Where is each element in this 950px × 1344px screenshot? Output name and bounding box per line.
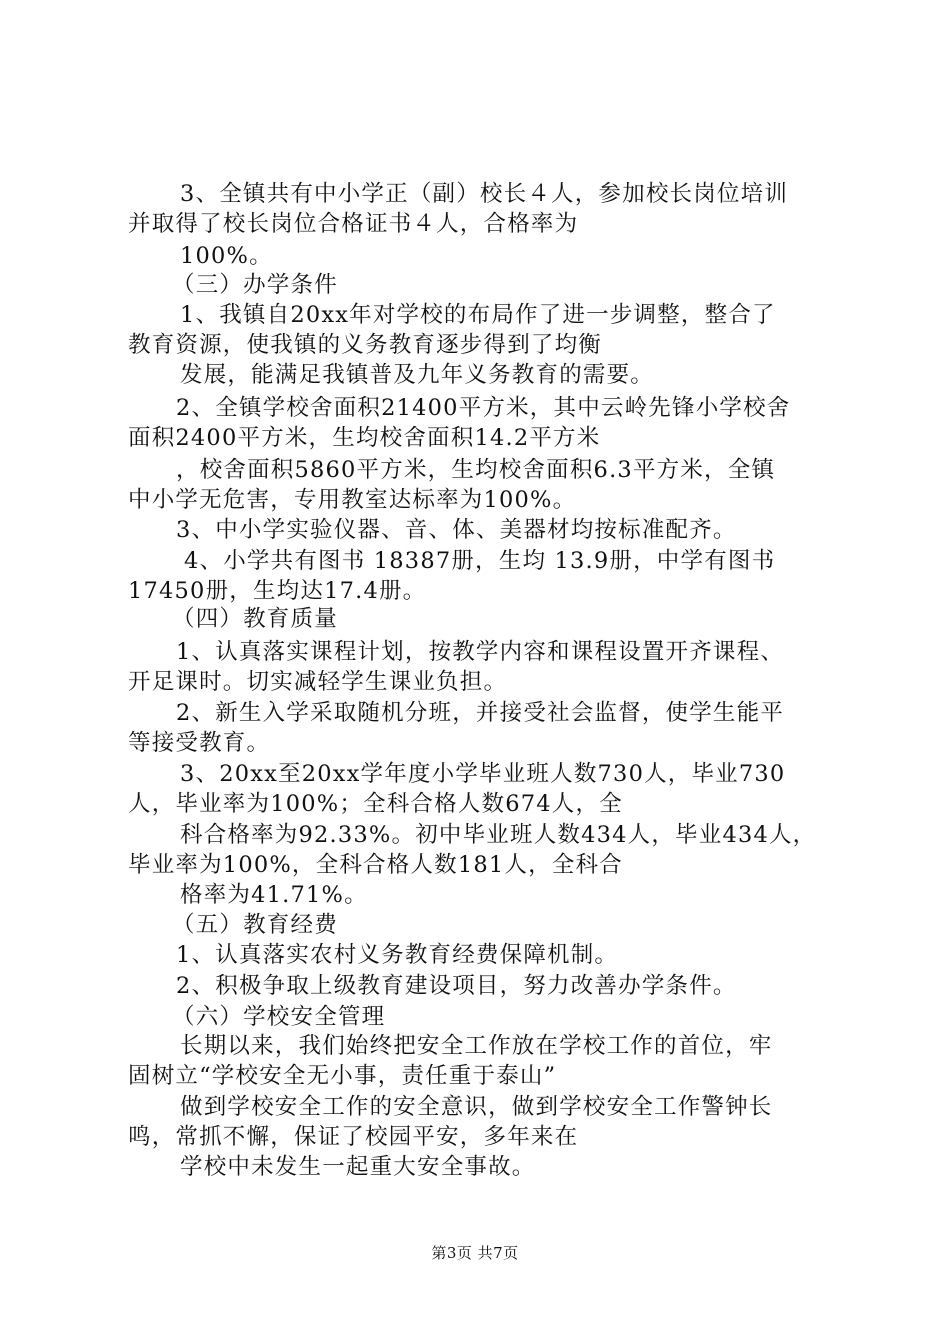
text-line-17: 开足课时。切实减轻学生课业负担。: [128, 669, 508, 695]
text-line-22: 科合格率为92.33%。初中毕业班人数434人，毕业434人，: [180, 822, 817, 848]
section-heading-4: （四）教育质量: [172, 606, 338, 632]
text-line-26: 1、认真落实农村义务教育经费保障机制。: [176, 942, 619, 968]
text-line-31: 做到学校安全工作的安全意识，做到学校安全工作警钟长: [180, 1094, 773, 1120]
text-line-23: 毕业率为100%，全科合格人数181人，全科合: [128, 852, 623, 878]
section-heading-3: （三）办学条件: [172, 272, 338, 298]
text-line-24: 格率为41.71%。: [180, 882, 368, 908]
text-line-1: 3、全镇共有中小学正（副）校长４人，参加校长岗位培训: [180, 181, 789, 207]
text-line-2: 并取得了校长岗位合格证书４人，合格率为: [128, 211, 579, 237]
text-line-20: 3、20xx至20xx学年度小学毕业班人数730人，毕业730: [180, 761, 786, 787]
text-line-6: 教育资源，使我镇的义务教育逐步得到了均衡: [128, 332, 603, 358]
section-heading-6: （六）学校安全管理: [172, 1004, 386, 1030]
section-heading-5: （五）教育经费: [172, 912, 338, 938]
text-line-12: 3、中小学实验仪器、音、体、美器材均按标准配齐。: [176, 517, 737, 543]
text-line-32: 鸣，常抓不懈，保证了校园平安，多年来在: [128, 1124, 579, 1150]
text-line-10: ，校舍面积5860平方米，生均校舍面积6.3平方米，全镇: [176, 457, 776, 483]
text-line-3: 100%。: [180, 243, 273, 269]
text-line-29: 长期以来，我们始终把安全工作放在学校工作的首位，牢: [180, 1033, 773, 1059]
text-line-7: 发展，能满足我镇普及九年义务教育的需要。: [180, 362, 655, 388]
text-line-19: 等接受教育。: [128, 730, 271, 756]
text-line-13: 4、小学共有图书 18387册，生均 13.9册，中学有图书: [184, 548, 776, 574]
text-line-30: 固树立“学校安全无小事，责任重于泰山”: [128, 1063, 557, 1089]
text-line-14: 17450册，生均达17.4册。: [128, 578, 427, 604]
text-line-11: 中小学无危害，专用教室达标率为100%。: [128, 487, 577, 513]
page-footer: 第3页 共7页: [431, 1244, 519, 1262]
text-line-16: 1、认真落实课程计划，按教学内容和课程设置开齐课程、: [176, 639, 785, 665]
text-line-8: 2、全镇学校舍面积21400平方米，其中云岭先锋小学校舍: [176, 395, 791, 421]
text-line-9: 面积2400平方米，生均校舍面积14.2平方米: [128, 425, 601, 451]
text-line-33: 学校中未发生一起重大安全事故。: [180, 1154, 536, 1180]
text-line-5: 1、我镇自20xx年对学校的布局作了进一步调整，整合了: [180, 302, 776, 328]
text-line-27: 2、积极争取上级教育建设项目，努力改善办学条件。: [176, 973, 737, 999]
text-line-21: 人，毕业率为100%；全科合格人数674人，全: [128, 791, 623, 817]
text-line-18: 2、新生入学采取随机分班，并接受社会监督，使学生能平: [176, 700, 785, 726]
